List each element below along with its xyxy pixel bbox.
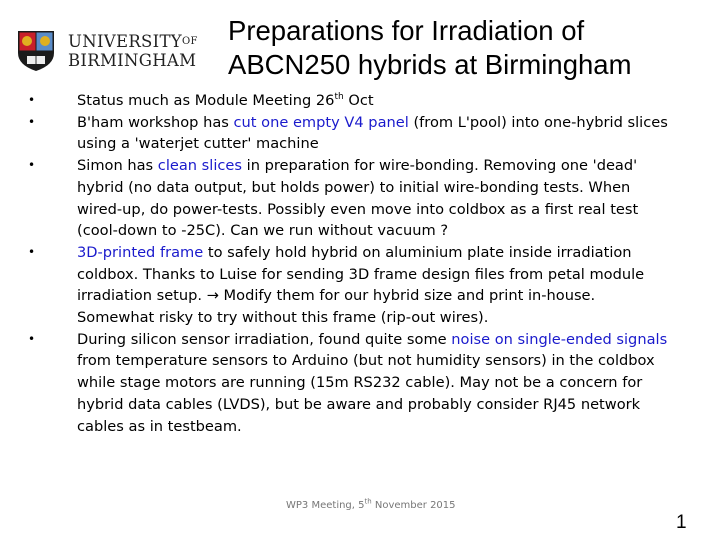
bullet-item: • Status much as Module Meeting 26th Oct xyxy=(28,90,676,112)
bullet-item: • 3D-printed frame to safely hold hybrid on aluminium plate inside irradiation coldbox. Thanks to Luise for sending 3D frame design files from petal module irradiation setup. → Modify them for our hybrid size and print in-house. Somewhat risky to try without this frame (rip-out wires). xyxy=(28,243,645,327)
page-number: 1 xyxy=(676,512,687,533)
bullet-item: • Simon has clean slices in preparation for wire-bonding. Removing one 'dead' hybrid (no data output, but holds power) to initial wire-bonding tests. When wired-up, do power-tests. Possibly even move into coldbox as a first real test (cool-down to -25C). Can we run without vacuum ? xyxy=(28,157,639,240)
bullet-icon: • xyxy=(28,114,36,129)
slide-title: Preparations for Irradiation of ABCN250 hybrids at Birmingham xyxy=(228,15,632,80)
university-name: $UNIVERSITY^{OF}$ BIRMINGHAM xyxy=(68,32,198,70)
university-crest-icon xyxy=(18,31,54,71)
bullet-icon: • xyxy=(28,331,36,346)
bullet-icon: • xyxy=(28,244,36,259)
bullet-icon: • xyxy=(28,93,36,107)
bullet-item: • B'ham workshop has cut one empty V4 panel (from L'pool) into one-hybrid slices using a 'waterjet cutter' machine xyxy=(28,113,668,153)
bullet-item: • During silicon sensor irradiation, found quite some noise on single-ended signals from temperature sensors to Arduino (but not humidity sensors) in the coldbox while stage motors are running (15m RS232 cable). May not be a concern for hybrid data cables (LVDS), but be aware and probably consider RJ45 network cables as in testbeam. xyxy=(28,330,668,435)
bullet-list xyxy=(28,90,676,437)
university-logo xyxy=(18,28,218,73)
bullet-icon: • xyxy=(28,158,36,173)
slide-footer: WP3 Meeting, 5th November 2015 xyxy=(286,497,456,511)
